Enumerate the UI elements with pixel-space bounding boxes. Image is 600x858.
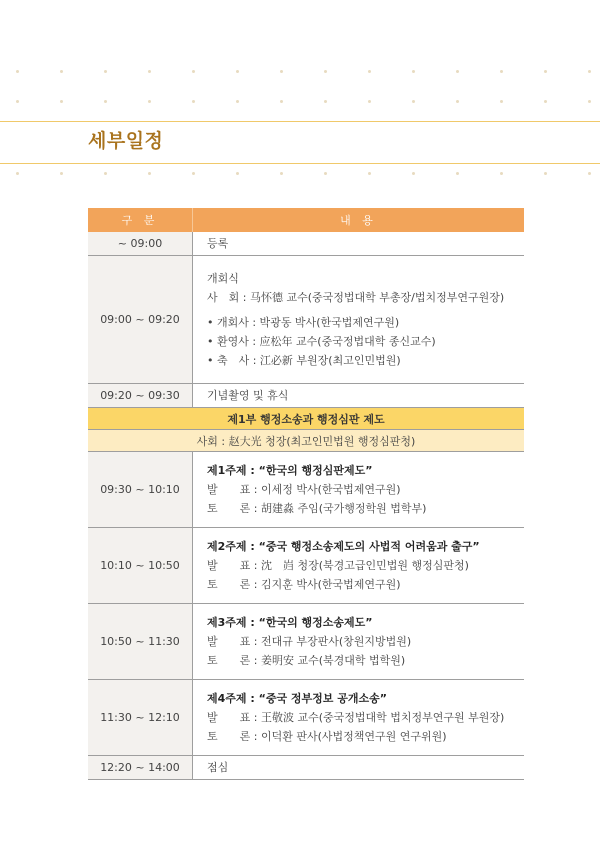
decorative-dot: [192, 100, 195, 103]
row-content: [193, 384, 524, 407]
row-content: [193, 604, 524, 679]
decorative-dots-middle: [0, 100, 600, 106]
session-discussant: 토 론 : 김지훈 박사(한국법제연구원): [207, 578, 401, 591]
decorative-dot: [500, 172, 503, 175]
session-presenter: 발 표 : 전대규 부장판사(창원지방법원): [207, 635, 412, 648]
decorative-dot: [236, 100, 239, 103]
row-time: 09:00 ~ 09:20: [88, 256, 193, 383]
table-row: [88, 680, 524, 756]
row-time: 09:30 ~ 10:10: [88, 452, 193, 527]
decorative-dot: [104, 172, 107, 175]
decorative-dot: [456, 70, 459, 73]
row-line: 사 회 : 马怀德 교수(중국정법대학 부총장/법치정부연구원장): [207, 291, 505, 304]
table-row: [88, 756, 524, 780]
decorative-dot: [236, 172, 239, 175]
decorative-dot: [368, 172, 371, 175]
table-row: [88, 528, 524, 604]
row-time: ~ 09:00: [88, 232, 193, 255]
table-row: [88, 452, 524, 528]
session-presenter: 발 표 : 이세정 박사(한국법제연구원): [207, 483, 401, 496]
section-moderator: 사회 : 赵大光 청장(최고인민법원 행정심판청): [88, 430, 524, 452]
decorative-dot: [412, 100, 415, 103]
decorative-dot: [544, 70, 547, 73]
header-content: 내 용: [340, 214, 377, 227]
decorative-dot: [324, 100, 327, 103]
row-line: 등록: [207, 237, 229, 250]
decorative-dot: [16, 100, 19, 103]
decorative-dot: [16, 70, 19, 73]
decorative-dot: [544, 100, 547, 103]
decorative-dot: [324, 172, 327, 175]
decorative-dot: [588, 172, 591, 175]
session-discussant: 토 론 : 胡建淼 주임(국가행정학원 법학부): [207, 502, 427, 515]
row-content: [193, 452, 524, 527]
row-line: 개회식: [207, 272, 239, 285]
decorative-dot: [104, 70, 107, 73]
table-header: [88, 208, 524, 232]
session-discussant: 토 론 : 姜明安 교수(북경대학 법학원): [207, 654, 406, 667]
decorative-dot: [368, 70, 371, 73]
session-presenter: 발 표 : 沈 岿 청장(북경고급인민법원 행정심판청): [207, 559, 469, 572]
decorative-dot: [104, 100, 107, 103]
decorative-dot: [280, 172, 283, 175]
section-title: 제1부 행정소송과 행정심판 제도: [88, 408, 524, 430]
decorative-dot: [280, 70, 283, 73]
decorative-dot: [368, 100, 371, 103]
title-rule-top: [0, 121, 600, 122]
decorative-dot: [500, 70, 503, 73]
row-line: 기념촬영 및 휴식: [207, 389, 289, 402]
table-row: [88, 256, 524, 384]
decorative-dot: [412, 172, 415, 175]
decorative-dot: [324, 70, 327, 73]
row-content: [193, 756, 524, 779]
decorative-dots-bottom: [0, 172, 600, 178]
row-content: [193, 256, 524, 383]
decorative-dot: [588, 100, 591, 103]
row-time: 10:50 ~ 11:30: [88, 604, 193, 679]
decorative-dot: [588, 70, 591, 73]
row-time: 11:30 ~ 12:10: [88, 680, 193, 755]
schedule-table: [88, 208, 524, 780]
decorative-dot: [60, 172, 63, 175]
row-time: 10:10 ~ 10:50: [88, 528, 193, 603]
decorative-dot: [544, 172, 547, 175]
table-row: [88, 232, 524, 256]
session-topic: 제4주제 : “중국 정부정보 공개소송”: [207, 692, 387, 705]
decorative-dot: [280, 100, 283, 103]
row-line: • 축 사 : 江必新 부원장(최고인민법원): [207, 354, 401, 367]
decorative-dot: [192, 70, 195, 73]
session-presenter: 발 표 : 王敬波 교수(중국정법대학 법치정부연구원 부원장): [207, 711, 505, 724]
decorative-dot: [456, 100, 459, 103]
row-time: 09:20 ~ 09:30: [88, 384, 193, 407]
row-time: 12:20 ~ 14:00: [88, 756, 193, 779]
table-row: [88, 384, 524, 408]
row-line: 점심: [207, 761, 229, 774]
decorative-dot: [148, 172, 151, 175]
row-line: • 개회사 : 박광동 박사(한국법제연구원): [207, 316, 400, 329]
decorative-dot: [16, 172, 19, 175]
page-title: 세부일정: [88, 130, 164, 152]
row-content: [193, 232, 524, 255]
decorative-dot: [60, 70, 63, 73]
decorative-dot: [412, 70, 415, 73]
row-content: [193, 680, 524, 755]
table-row: [88, 604, 524, 680]
session-topic: 제3주제 : “한국의 행정소송제도”: [207, 616, 373, 629]
header-time: 구 분: [88, 208, 193, 232]
decorative-dot: [236, 70, 239, 73]
decorative-dot: [192, 172, 195, 175]
decorative-dot: [148, 70, 151, 73]
decorative-dots-top: [0, 70, 600, 76]
decorative-dot: [60, 100, 63, 103]
row-content: [193, 528, 524, 603]
title-rule-bottom: [0, 163, 600, 164]
session-topic: 제1주제 : “한국의 행정심판제도”: [207, 464, 373, 477]
decorative-dot: [456, 172, 459, 175]
session-topic: 제2주제 : “중국 행정소송제도의 사법적 어려움과 출구”: [207, 540, 480, 553]
row-line: • 환영사 : 应松年 교수(중국정법대학 종신교수): [207, 335, 436, 348]
decorative-dot: [500, 100, 503, 103]
decorative-dot: [148, 100, 151, 103]
session-discussant: 토 론 : 이덕환 판사(사법정책연구원 연구위원): [207, 730, 447, 743]
